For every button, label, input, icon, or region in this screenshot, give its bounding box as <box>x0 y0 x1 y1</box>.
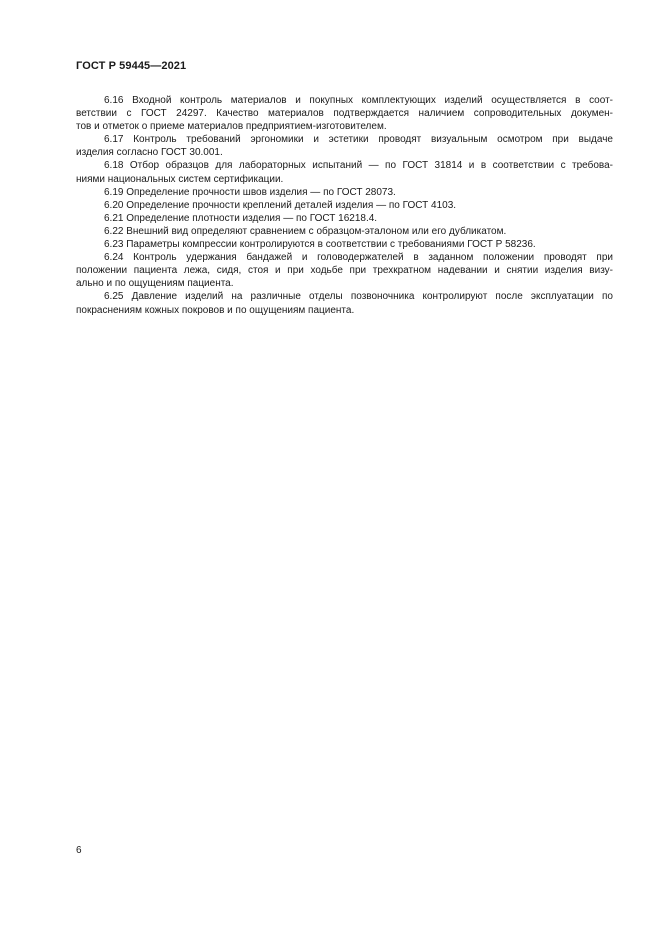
clause-6-17 <box>76 133 613 159</box>
text-line: 6.21 Определение плотности изделия — по ГОСТ 16218.4. <box>104 212 378 224</box>
clause-6-25 <box>76 290 613 316</box>
text-line: 6.20 Определение прочности креплений деталей изделия — по ГОСТ 4103. <box>104 199 457 211</box>
text-line: 6.18 Отбор образцов для лабораторных испытаний — по ГОСТ 31814 и в соответствии с требова- <box>104 160 613 172</box>
clause-6-24 <box>76 251 613 290</box>
text-line: 6.24 Контроль удержания бандажей и головодержателей в заданном положении проводят при <box>104 252 613 264</box>
text-line: положении пациента лежа, сидя, стоя и при ходьбе при трехкратном надевании и снятии изделия визу- <box>76 265 613 277</box>
text-line: ально и по ощущениям пациента. <box>76 278 234 290</box>
text-line: 6.23 Параметры компрессии контролируются в соответствии с требованиями ГОСТ Р 58236. <box>104 239 536 251</box>
text-line: изделия согласно ГОСТ 30.001. <box>76 147 223 159</box>
text-line: ниями национальных систем сертификации. <box>76 173 284 185</box>
text-line: 6.22 Внешний вид определяют сравнением с образцом-эталоном или его дубликатом. <box>104 225 507 237</box>
clause-6-21 <box>76 212 613 225</box>
text-line: 6.19 Определение прочности швов изделия — по ГОСТ 28073. <box>104 186 396 198</box>
clause-6-19 <box>76 186 613 199</box>
clause-6-20 <box>76 199 613 212</box>
text-line: 6.17 Контроль требований эргономики и эстетики проводят визуальным осмотром при выдаче <box>104 134 613 146</box>
page-number: 6 <box>76 845 82 856</box>
text-line: покраснениям кожных покровов и по ощущениям пациента. <box>76 304 355 316</box>
standard-header: ГОСТ Р 59445—2021 <box>76 60 187 72</box>
text-line: ветствии с ГОСТ 24297. Качество материалов подтверждается наличием сопроводительных докумен- <box>76 108 613 120</box>
clause-6-22 <box>76 225 613 238</box>
text-line: 6.16 Входной контроль материалов и покупных комплектующих изделий осуществляется в соот- <box>104 95 613 106</box>
clause-6-18 <box>76 159 613 185</box>
clause-6-16 <box>76 94 613 133</box>
clause-6-23 <box>76 238 613 251</box>
text-line: 6.25 Давление изделий на различные отделы позвоночника контролируют после эксплуатации по <box>104 291 613 303</box>
document-body <box>76 94 613 317</box>
text-line: тов и отметок о приеме материалов предприятием-изготовителем. <box>76 121 387 133</box>
